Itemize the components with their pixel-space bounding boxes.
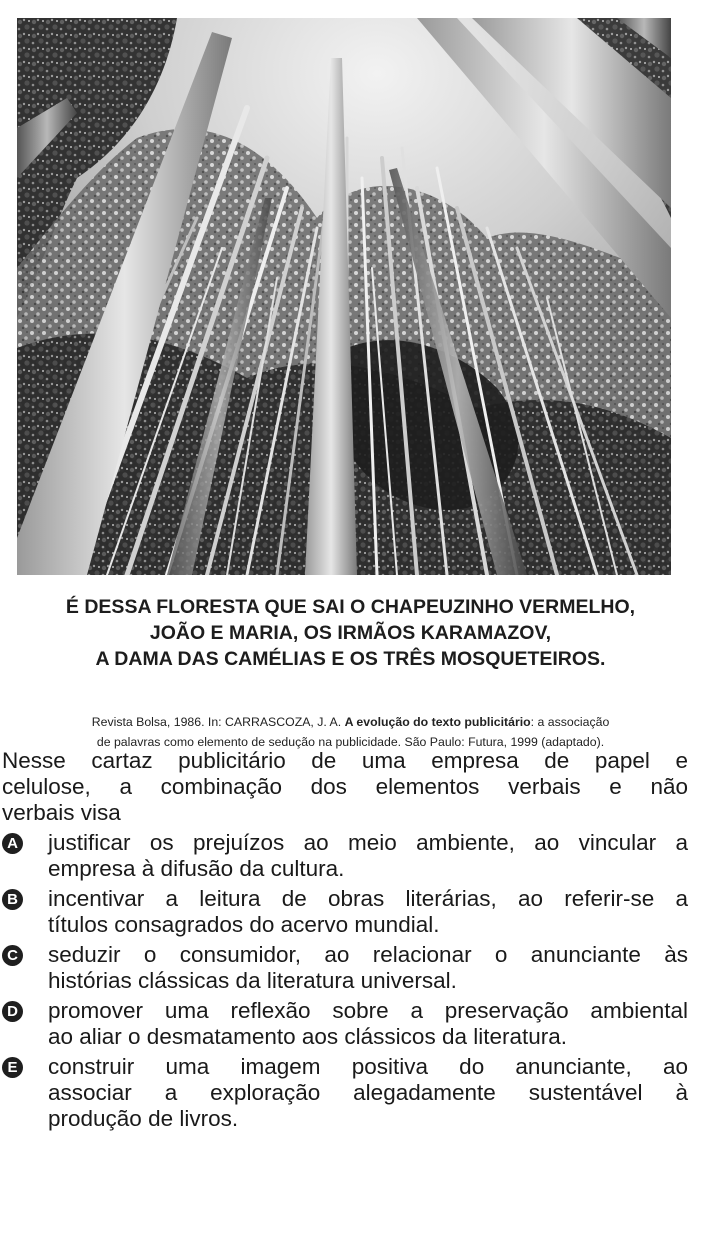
option-line: promover uma reflexão sobre a preservação ambiental <box>48 998 688 1023</box>
option-line: ao aliar o desmatamento aos clássicos da literatura. <box>48 1024 568 1049</box>
option-letter-badge: C <box>2 945 23 966</box>
option-text <box>48 830 688 882</box>
slogan-line: JOÃO E MARIA, OS IRMÃOS KARAMAZOV, <box>149 622 552 644</box>
option-letter-badge: A <box>2 833 23 854</box>
option-letter-badge: B <box>2 889 23 910</box>
option-line: títulos consagrados do acervo mundial. <box>48 912 440 937</box>
question-stem <box>2 748 688 826</box>
option-line: histórias clássicas da literatura universal. <box>48 968 457 993</box>
stem-line: celulose, a combinação dos elementos verbais e não <box>2 774 688 799</box>
option-d[interactable] <box>2 998 688 1050</box>
forest-photo <box>17 18 671 575</box>
option-text <box>48 942 688 994</box>
answer-options <box>2 830 688 1132</box>
eucalyptus-forest-photo-icon <box>17 18 671 575</box>
option-letter-badge: E <box>2 1057 23 1078</box>
citation-text: : a associação <box>530 715 610 729</box>
ad-slogan <box>0 594 701 672</box>
option-b[interactable] <box>2 886 688 938</box>
option-a[interactable] <box>2 830 688 882</box>
option-letter-badge: D <box>2 1001 23 1022</box>
option-c[interactable] <box>2 942 688 994</box>
option-line: seduzir o consumidor, ao relacionar o anunciante às <box>48 942 688 967</box>
option-line: associar a exploração alegadamente sustentável à <box>48 1080 688 1105</box>
question <box>2 748 688 1136</box>
option-line: construir uma imagem positiva do anunciante, ao <box>48 1054 688 1079</box>
citation-text: Revista Bolsa, 1986. In: CARRASCOZA, J. A. <box>91 715 345 729</box>
slogan-line: É DESSA FLORESTA QUE SAI O CHAPEUZINHO VERMELHO, <box>65 596 636 618</box>
option-text <box>48 886 688 938</box>
option-line: produção de livros. <box>48 1106 239 1131</box>
stem-line: Nesse cartaz publicitário de uma empresa de papel e <box>2 748 688 773</box>
option-text <box>48 998 688 1050</box>
source-citation <box>0 712 701 752</box>
option-e[interactable] <box>2 1054 688 1132</box>
option-line: empresa à difusão da cultura. <box>48 856 345 881</box>
citation-line-2: de palavras como elemento de sedução na publicidade. São Paulo: Futura, 1999 (adaptado). <box>96 735 605 749</box>
stem-line: verbais visa <box>2 800 121 825</box>
option-text <box>48 1054 688 1132</box>
option-line: justificar os prejuízos ao meio ambiente, ao vincular a <box>48 830 688 855</box>
option-line: incentivar a leitura de obras literárias, ao referir-se a <box>48 886 688 911</box>
citation-book-title: A evolução do texto publicitário <box>344 715 531 729</box>
slogan-line: A DAMA DAS CAMÉLIAS E OS TRÊS MOSQUETEIROS. <box>95 648 606 670</box>
citation-line-1 <box>0 712 701 732</box>
